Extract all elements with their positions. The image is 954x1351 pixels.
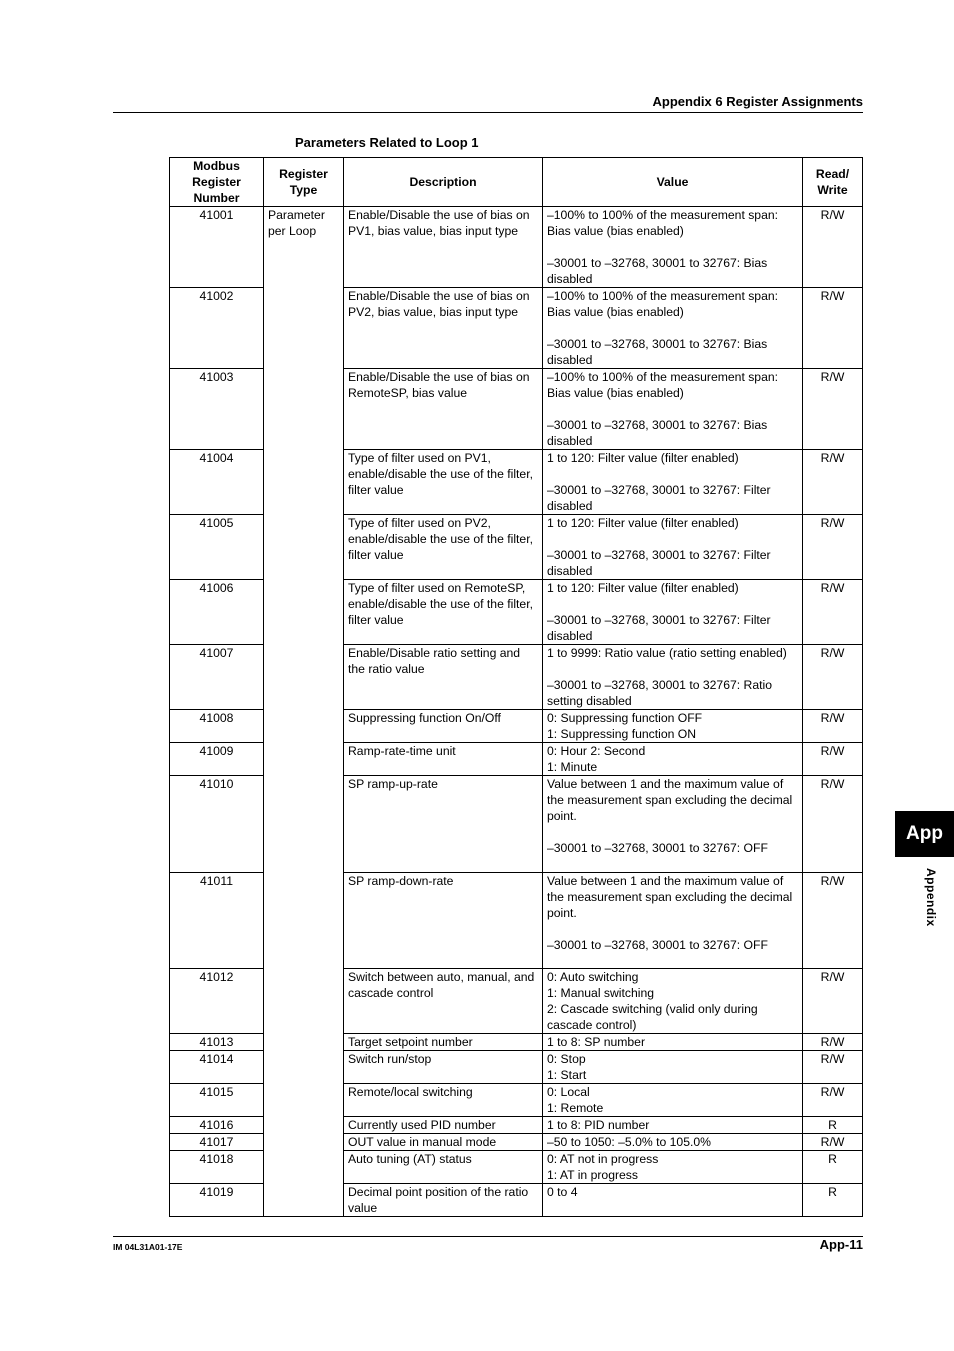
register-number: 41004	[170, 450, 264, 515]
register-number: 41008	[170, 710, 264, 743]
register-value: –50 to 1050: –5.0% to 105.0%	[543, 1134, 803, 1151]
register-value: –100% to 100% of the measurement span: Bias value (bias enabled) –30001 to –32768, 30001 to 32767: Bias disabled	[543, 288, 803, 369]
read-write: R/W	[803, 969, 863, 1034]
table-row	[170, 207, 863, 288]
read-write: R/W	[803, 450, 863, 515]
register-value: 1 to 8: SP number	[543, 1034, 803, 1051]
register-description: Auto tuning (AT) status	[344, 1151, 543, 1184]
read-write: R/W	[803, 369, 863, 450]
table-header-row	[170, 158, 863, 207]
register-number: 41010	[170, 776, 264, 873]
column-header: Description	[344, 158, 543, 207]
read-write: R/W	[803, 207, 863, 288]
register-description: Target setpoint number	[344, 1034, 543, 1051]
register-number: 41013	[170, 1034, 264, 1051]
register-number: 41005	[170, 515, 264, 580]
register-number: 41001	[170, 207, 264, 288]
read-write: R	[803, 1184, 863, 1217]
document-id: IM 04L31A01-17E	[113, 1242, 183, 1252]
register-description: Type of filter used on PV1, enable/disable the use of the filter, filter value	[344, 450, 543, 515]
register-description: Decimal point position of the ratio value	[344, 1184, 543, 1217]
read-write: R	[803, 1151, 863, 1184]
register-number: 41017	[170, 1134, 264, 1151]
read-write: R/W	[803, 288, 863, 369]
register-description: OUT value in manual mode	[344, 1134, 543, 1151]
page-number: App-11	[819, 1237, 863, 1252]
register-value: 1 to 120: Filter value (filter enabled) –30001 to –32768, 30001 to 32767: Filter disabled	[543, 450, 803, 515]
register-value: 0: Stop 1: Start	[543, 1051, 803, 1084]
register-number: 41003	[170, 369, 264, 450]
register-description: Ramp-rate-time unit	[344, 743, 543, 776]
register-number: 41012	[170, 969, 264, 1034]
register-value: 0: AT not in progress 1: AT in progress	[543, 1151, 803, 1184]
register-description: SP ramp-down-rate	[344, 873, 543, 969]
footer-rule	[113, 1236, 863, 1237]
read-write: R/W	[803, 1084, 863, 1117]
read-write: R/W	[803, 1051, 863, 1084]
appendix-tab-label: Appendix	[924, 868, 938, 927]
register-number: 41009	[170, 743, 264, 776]
register-description: SP ramp-up-rate	[344, 776, 543, 873]
read-write: R/W	[803, 710, 863, 743]
read-write: R/W	[803, 743, 863, 776]
register-value: 1 to 120: Filter value (filter enabled) –30001 to –32768, 30001 to 32767: Filter disabled	[543, 580, 803, 645]
read-write: R/W	[803, 515, 863, 580]
register-description: Remote/local switching	[344, 1084, 543, 1117]
register-number: 41018	[170, 1151, 264, 1184]
register-number: 41007	[170, 645, 264, 710]
register-number: 41014	[170, 1051, 264, 1084]
read-write: R/W	[803, 1134, 863, 1151]
register-description: Suppressing function On/Off	[344, 710, 543, 743]
register-description: Currently used PID number	[344, 1117, 543, 1134]
register-value: Value between 1 and the maximum value of the measurement span excluding the decimal point. –30001 to –32768, 30001 to 32767: OFF	[543, 873, 803, 969]
header-title: Appendix 6 Register Assignments	[652, 94, 863, 109]
read-write: R/W	[803, 645, 863, 710]
register-value: 1 to 9999: Ratio value (ratio setting enabled) –30001 to –32768, 30001 to 32767: Ratio setting disabled	[543, 645, 803, 710]
read-write: R	[803, 1117, 863, 1134]
register-value: 0: Suppressing function OFF 1: Suppressing function ON	[543, 710, 803, 743]
register-description: Enable/Disable ratio setting and the ratio value	[344, 645, 543, 710]
register-number: 41016	[170, 1117, 264, 1134]
register-value: 0: Hour 2: Second 1: Minute	[543, 743, 803, 776]
register-value: 0 to 4	[543, 1184, 803, 1217]
column-header: Modbus Register Number	[170, 158, 264, 207]
register-description: Type of filter used on RemoteSP, enable/disable the use of the filter, filter value	[344, 580, 543, 645]
register-value: –100% to 100% of the measurement span: Bias value (bias enabled) –30001 to –32768, 30001 to 32767: Bias disabled	[543, 207, 803, 288]
register-value: 1 to 120: Filter value (filter enabled) –30001 to –32768, 30001 to 32767: Filter disabled	[543, 515, 803, 580]
register-description: Switch between auto, manual, and cascade control	[344, 969, 543, 1034]
read-write: R/W	[803, 873, 863, 969]
register-value: Value between 1 and the maximum value of the measurement span excluding the decimal point. –30001 to –32768, 30001 to 32767: OFF	[543, 776, 803, 873]
register-number: 41002	[170, 288, 264, 369]
register-number: 41011	[170, 873, 264, 969]
register-description: Type of filter used on PV2, enable/disable the use of the filter, filter value	[344, 515, 543, 580]
register-table	[169, 157, 863, 1217]
read-write: R/W	[803, 580, 863, 645]
register-value: 0: Auto switching 1: Manual switching 2: Cascade switching (valid only during cascade control)	[543, 969, 803, 1034]
column-header: Read/ Write	[803, 158, 863, 207]
register-number: 41015	[170, 1084, 264, 1117]
read-write: R/W	[803, 776, 863, 873]
register-value: 1 to 8: PID number	[543, 1117, 803, 1134]
register-value: –100% to 100% of the measurement span: Bias value (bias enabled) –30001 to –32768, 30001 to 32767: Bias disabled	[543, 369, 803, 450]
register-description: Enable/Disable the use of bias on PV1, bias value, bias input type	[344, 207, 543, 288]
register-number: 41006	[170, 580, 264, 645]
register-description: Switch run/stop	[344, 1051, 543, 1084]
column-header: Value	[543, 158, 803, 207]
read-write: R/W	[803, 1034, 863, 1051]
header-rule	[113, 112, 863, 113]
section-title: Parameters Related to Loop 1	[295, 135, 479, 150]
register-number: 41019	[170, 1184, 264, 1217]
register-type: Parameter per Loop	[264, 207, 344, 1217]
register-table-body	[170, 207, 863, 1217]
column-header: Register Type	[264, 158, 344, 207]
register-description: Enable/Disable the use of bias on PV2, bias value, bias input type	[344, 288, 543, 369]
appendix-tab: App	[895, 811, 954, 857]
register-value: 0: Local 1: Remote	[543, 1084, 803, 1117]
register-description: Enable/Disable the use of bias on RemoteSP, bias value	[344, 369, 543, 450]
